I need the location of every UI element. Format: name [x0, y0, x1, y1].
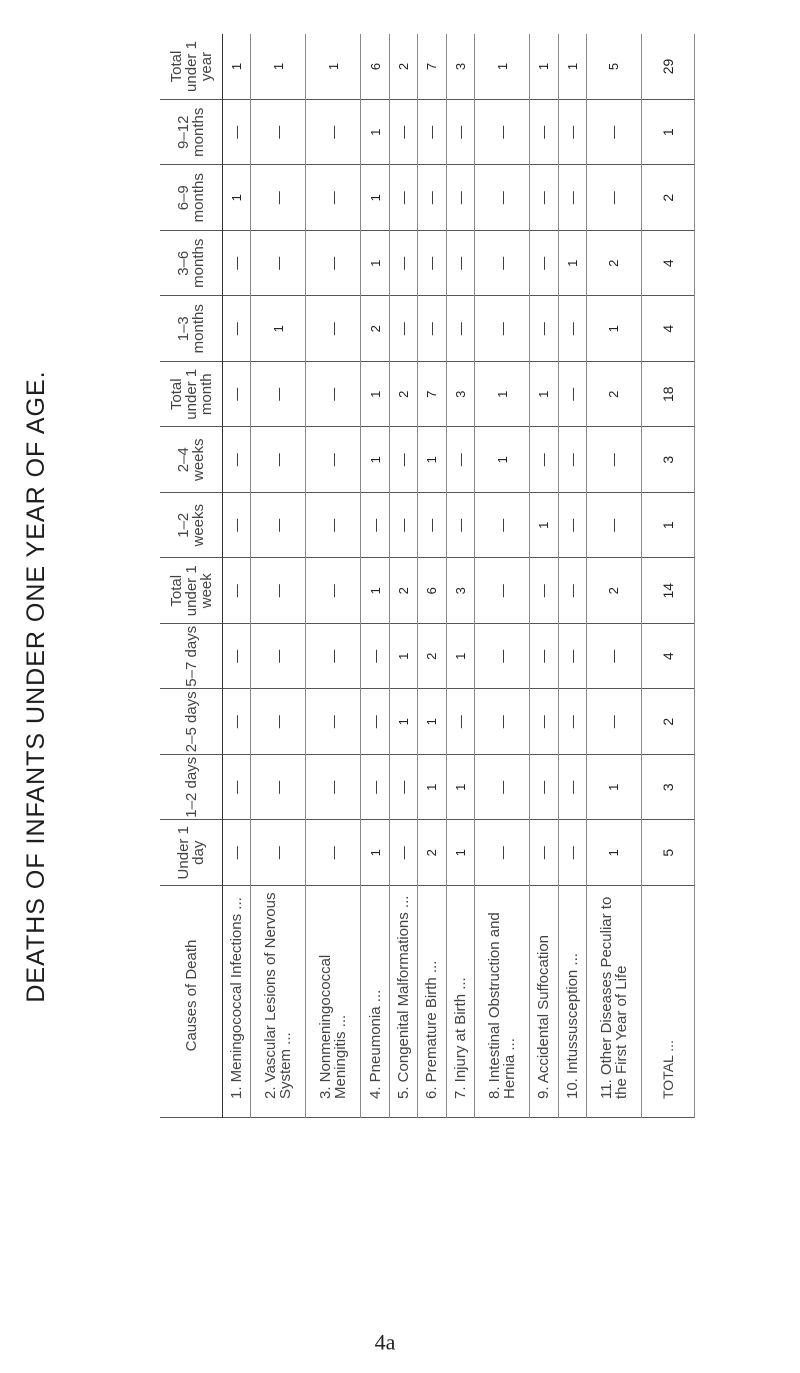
count-cell: —	[223, 755, 251, 821]
table-row	[558, 34, 586, 1118]
count-cell: —	[251, 427, 306, 493]
total-label: TOTAL ...	[642, 886, 695, 1118]
column-header: 1–2 days	[160, 755, 223, 821]
count-cell: —	[251, 820, 306, 886]
column-header: Under 1 day	[160, 820, 223, 886]
count-cell: —	[475, 231, 530, 297]
total-cell: 4	[642, 231, 695, 297]
table-row	[223, 34, 251, 1118]
count-cell: —	[558, 362, 586, 428]
cause-of-death: 2. Vascular Lesions of Nervous System ...	[251, 886, 306, 1118]
count-cell: —	[251, 362, 306, 428]
count-cell: —	[306, 362, 361, 428]
count-cell: —	[558, 296, 586, 362]
count-cell: —	[306, 820, 361, 886]
count-cell: 2	[586, 558, 641, 624]
count-cell: —	[475, 689, 530, 755]
count-cell: —	[251, 624, 306, 690]
count-cell: —	[586, 100, 641, 166]
count-cell: —	[475, 820, 530, 886]
count-cell: —	[389, 100, 417, 166]
count-cell: —	[586, 689, 641, 755]
count-cell: —	[251, 165, 306, 231]
count-cell: 2	[586, 231, 641, 297]
count-cell: 1	[530, 362, 558, 428]
count-cell: 3	[446, 558, 474, 624]
cause-of-death: 11. Other Diseases Peculiar to the First Year of Life	[586, 886, 641, 1118]
count-cell: —	[530, 689, 558, 755]
count-cell: 6	[361, 34, 389, 100]
table-row	[530, 34, 558, 1118]
total-cell: 1	[642, 100, 695, 166]
table-row	[389, 34, 417, 1118]
count-cell: —	[306, 100, 361, 166]
count-cell: 1	[446, 755, 474, 821]
count-cell: —	[558, 689, 586, 755]
count-cell: 5	[586, 34, 641, 100]
count-cell: —	[306, 624, 361, 690]
count-cell: 1	[306, 34, 361, 100]
count-cell: 1	[446, 820, 474, 886]
count-cell: —	[558, 493, 586, 559]
count-cell: —	[306, 296, 361, 362]
count-cell: —	[558, 100, 586, 166]
count-cell: —	[418, 296, 446, 362]
total-cell: 4	[642, 296, 695, 362]
column-header: 2–4 weeks	[160, 427, 223, 493]
count-cell: —	[418, 231, 446, 297]
count-cell: 1	[446, 624, 474, 690]
count-cell: —	[530, 755, 558, 821]
cause-of-death: 5. Congenital Malformations ...	[389, 886, 417, 1118]
count-cell: —	[223, 493, 251, 559]
count-cell: —	[251, 689, 306, 755]
count-cell: —	[530, 165, 558, 231]
count-cell: —	[389, 820, 417, 886]
count-cell: 3	[446, 362, 474, 428]
total-cell: 18	[642, 362, 695, 428]
count-cell: 1	[586, 820, 641, 886]
count-cell: —	[361, 493, 389, 559]
count-cell: —	[446, 689, 474, 755]
count-cell: —	[389, 231, 417, 297]
count-cell: 6	[418, 558, 446, 624]
column-header: 9–12 months	[160, 100, 223, 166]
cause-of-death: 4. Pneumonia ...	[361, 886, 389, 1118]
count-cell: 1	[223, 34, 251, 100]
count-cell: 1	[475, 427, 530, 493]
count-cell: —	[530, 296, 558, 362]
column-header: 5–7 days	[160, 624, 223, 690]
table-row	[361, 34, 389, 1118]
count-cell: —	[361, 624, 389, 690]
count-cell: —	[558, 558, 586, 624]
column-header: 1–2 weeks	[160, 493, 223, 559]
count-cell: 3	[446, 34, 474, 100]
count-cell: 1	[223, 165, 251, 231]
count-cell: 1	[558, 34, 586, 100]
count-cell: 1	[530, 493, 558, 559]
count-cell: —	[389, 755, 417, 821]
deaths-table	[160, 34, 695, 1118]
count-cell: —	[223, 362, 251, 428]
count-cell: 1	[418, 755, 446, 821]
count-cell: —	[361, 755, 389, 821]
count-cell: 1	[586, 755, 641, 821]
count-cell: —	[251, 231, 306, 297]
table-row	[446, 34, 474, 1118]
count-cell: —	[530, 231, 558, 297]
count-cell: 1	[558, 231, 586, 297]
table-row	[251, 34, 306, 1118]
cause-of-death: 1. Meningococcal Infections ...	[223, 886, 251, 1118]
cause-of-death: 7. Injury at Birth ...	[446, 886, 474, 1118]
count-cell: 1	[361, 558, 389, 624]
count-cell: —	[475, 296, 530, 362]
count-cell: 1	[475, 34, 530, 100]
cause-of-death: 3. Nonmeningococcal Meningitis ...	[306, 886, 361, 1118]
count-cell: —	[418, 100, 446, 166]
total-cell: 2	[642, 689, 695, 755]
count-cell: —	[446, 296, 474, 362]
count-cell: 1	[361, 427, 389, 493]
count-cell: —	[558, 820, 586, 886]
count-cell: —	[223, 558, 251, 624]
count-cell: 1	[361, 231, 389, 297]
count-cell: 1	[418, 427, 446, 493]
column-header: 1–3 months	[160, 296, 223, 362]
count-cell: 2	[389, 34, 417, 100]
count-cell: —	[251, 100, 306, 166]
count-cell: —	[389, 165, 417, 231]
count-cell: —	[418, 493, 446, 559]
count-cell: —	[223, 231, 251, 297]
count-cell: —	[586, 427, 641, 493]
total-cell: 3	[642, 427, 695, 493]
page-title: DEATHS OF INFANTS UNDER ONE YEAR OF AGE.	[22, 370, 50, 1003]
count-cell: —	[223, 624, 251, 690]
column-header: Causes of Death	[160, 886, 223, 1118]
page-number: 4a	[374, 1329, 396, 1355]
count-cell: —	[306, 427, 361, 493]
count-cell: 1	[361, 100, 389, 166]
count-cell: —	[223, 427, 251, 493]
column-header: Total under 1 week	[160, 558, 223, 624]
count-cell: —	[361, 689, 389, 755]
count-cell: —	[475, 755, 530, 821]
count-cell: 1	[251, 296, 306, 362]
count-cell: 7	[418, 34, 446, 100]
count-cell: 2	[418, 820, 446, 886]
count-cell: —	[251, 558, 306, 624]
table-row	[586, 34, 641, 1118]
count-cell: —	[558, 427, 586, 493]
cause-of-death: 8. Intestinal Obstruction and Hernia ...	[475, 886, 530, 1118]
count-cell: —	[306, 165, 361, 231]
count-cell: —	[475, 100, 530, 166]
total-cell: 14	[642, 558, 695, 624]
count-cell: —	[251, 493, 306, 559]
count-cell: —	[475, 624, 530, 690]
total-cell: 5	[642, 820, 695, 886]
table-row	[475, 34, 530, 1118]
count-cell: 7	[418, 362, 446, 428]
total-cell: 2	[642, 165, 695, 231]
count-cell: —	[475, 493, 530, 559]
count-cell: 1	[475, 362, 530, 428]
count-cell: —	[530, 100, 558, 166]
count-cell: 2	[418, 624, 446, 690]
count-cell: 2	[389, 362, 417, 428]
count-cell: —	[446, 427, 474, 493]
table-row	[306, 34, 361, 1118]
count-cell: —	[475, 165, 530, 231]
table-row	[418, 34, 446, 1118]
count-cell: 1	[361, 362, 389, 428]
count-cell: —	[223, 100, 251, 166]
count-cell: —	[586, 165, 641, 231]
cause-of-death: 9. Accidental Suffocation	[530, 886, 558, 1118]
count-cell: —	[530, 624, 558, 690]
count-cell: 1	[361, 820, 389, 886]
count-cell: —	[586, 493, 641, 559]
count-cell: —	[306, 689, 361, 755]
column-header: 2–5 days	[160, 689, 223, 755]
count-cell: 1	[418, 689, 446, 755]
cause-of-death: 10. Intussusception ...	[558, 886, 586, 1118]
count-cell: 1	[389, 624, 417, 690]
count-cell: —	[306, 558, 361, 624]
count-cell: —	[223, 296, 251, 362]
count-cell: —	[389, 493, 417, 559]
count-cell: 1	[530, 34, 558, 100]
count-cell: —	[530, 427, 558, 493]
count-cell: —	[475, 558, 530, 624]
total-cell: 1	[642, 493, 695, 559]
column-header: Total under 1 year	[160, 34, 223, 100]
count-cell: —	[306, 755, 361, 821]
count-cell: —	[530, 558, 558, 624]
total-row	[642, 34, 695, 1118]
total-cell: 3	[642, 755, 695, 821]
cause-of-death: 6. Premature Birth ...	[418, 886, 446, 1118]
count-cell: 2	[389, 558, 417, 624]
count-cell: 1	[586, 296, 641, 362]
count-cell: 2	[586, 362, 641, 428]
count-cell: —	[446, 231, 474, 297]
count-cell: —	[558, 624, 586, 690]
column-header: Total under 1 month	[160, 362, 223, 428]
count-cell: —	[446, 493, 474, 559]
count-cell: —	[558, 755, 586, 821]
count-cell: —	[223, 689, 251, 755]
count-cell: —	[418, 165, 446, 231]
count-cell: 1	[251, 34, 306, 100]
count-cell: —	[223, 820, 251, 886]
count-cell: —	[389, 296, 417, 362]
count-cell: 1	[361, 165, 389, 231]
column-header: 3–6 months	[160, 231, 223, 297]
count-cell: —	[446, 165, 474, 231]
count-cell: —	[558, 165, 586, 231]
header-row	[160, 34, 223, 1118]
count-cell: 1	[389, 689, 417, 755]
count-cell: —	[586, 624, 641, 690]
count-cell: —	[389, 427, 417, 493]
total-cell: 29	[642, 34, 695, 100]
count-cell: —	[446, 100, 474, 166]
count-cell: —	[306, 493, 361, 559]
count-cell: 2	[361, 296, 389, 362]
count-cell: —	[251, 755, 306, 821]
column-header: 6–9 months	[160, 165, 223, 231]
total-cell: 4	[642, 624, 695, 690]
count-cell: —	[306, 231, 361, 297]
count-cell: —	[530, 820, 558, 886]
